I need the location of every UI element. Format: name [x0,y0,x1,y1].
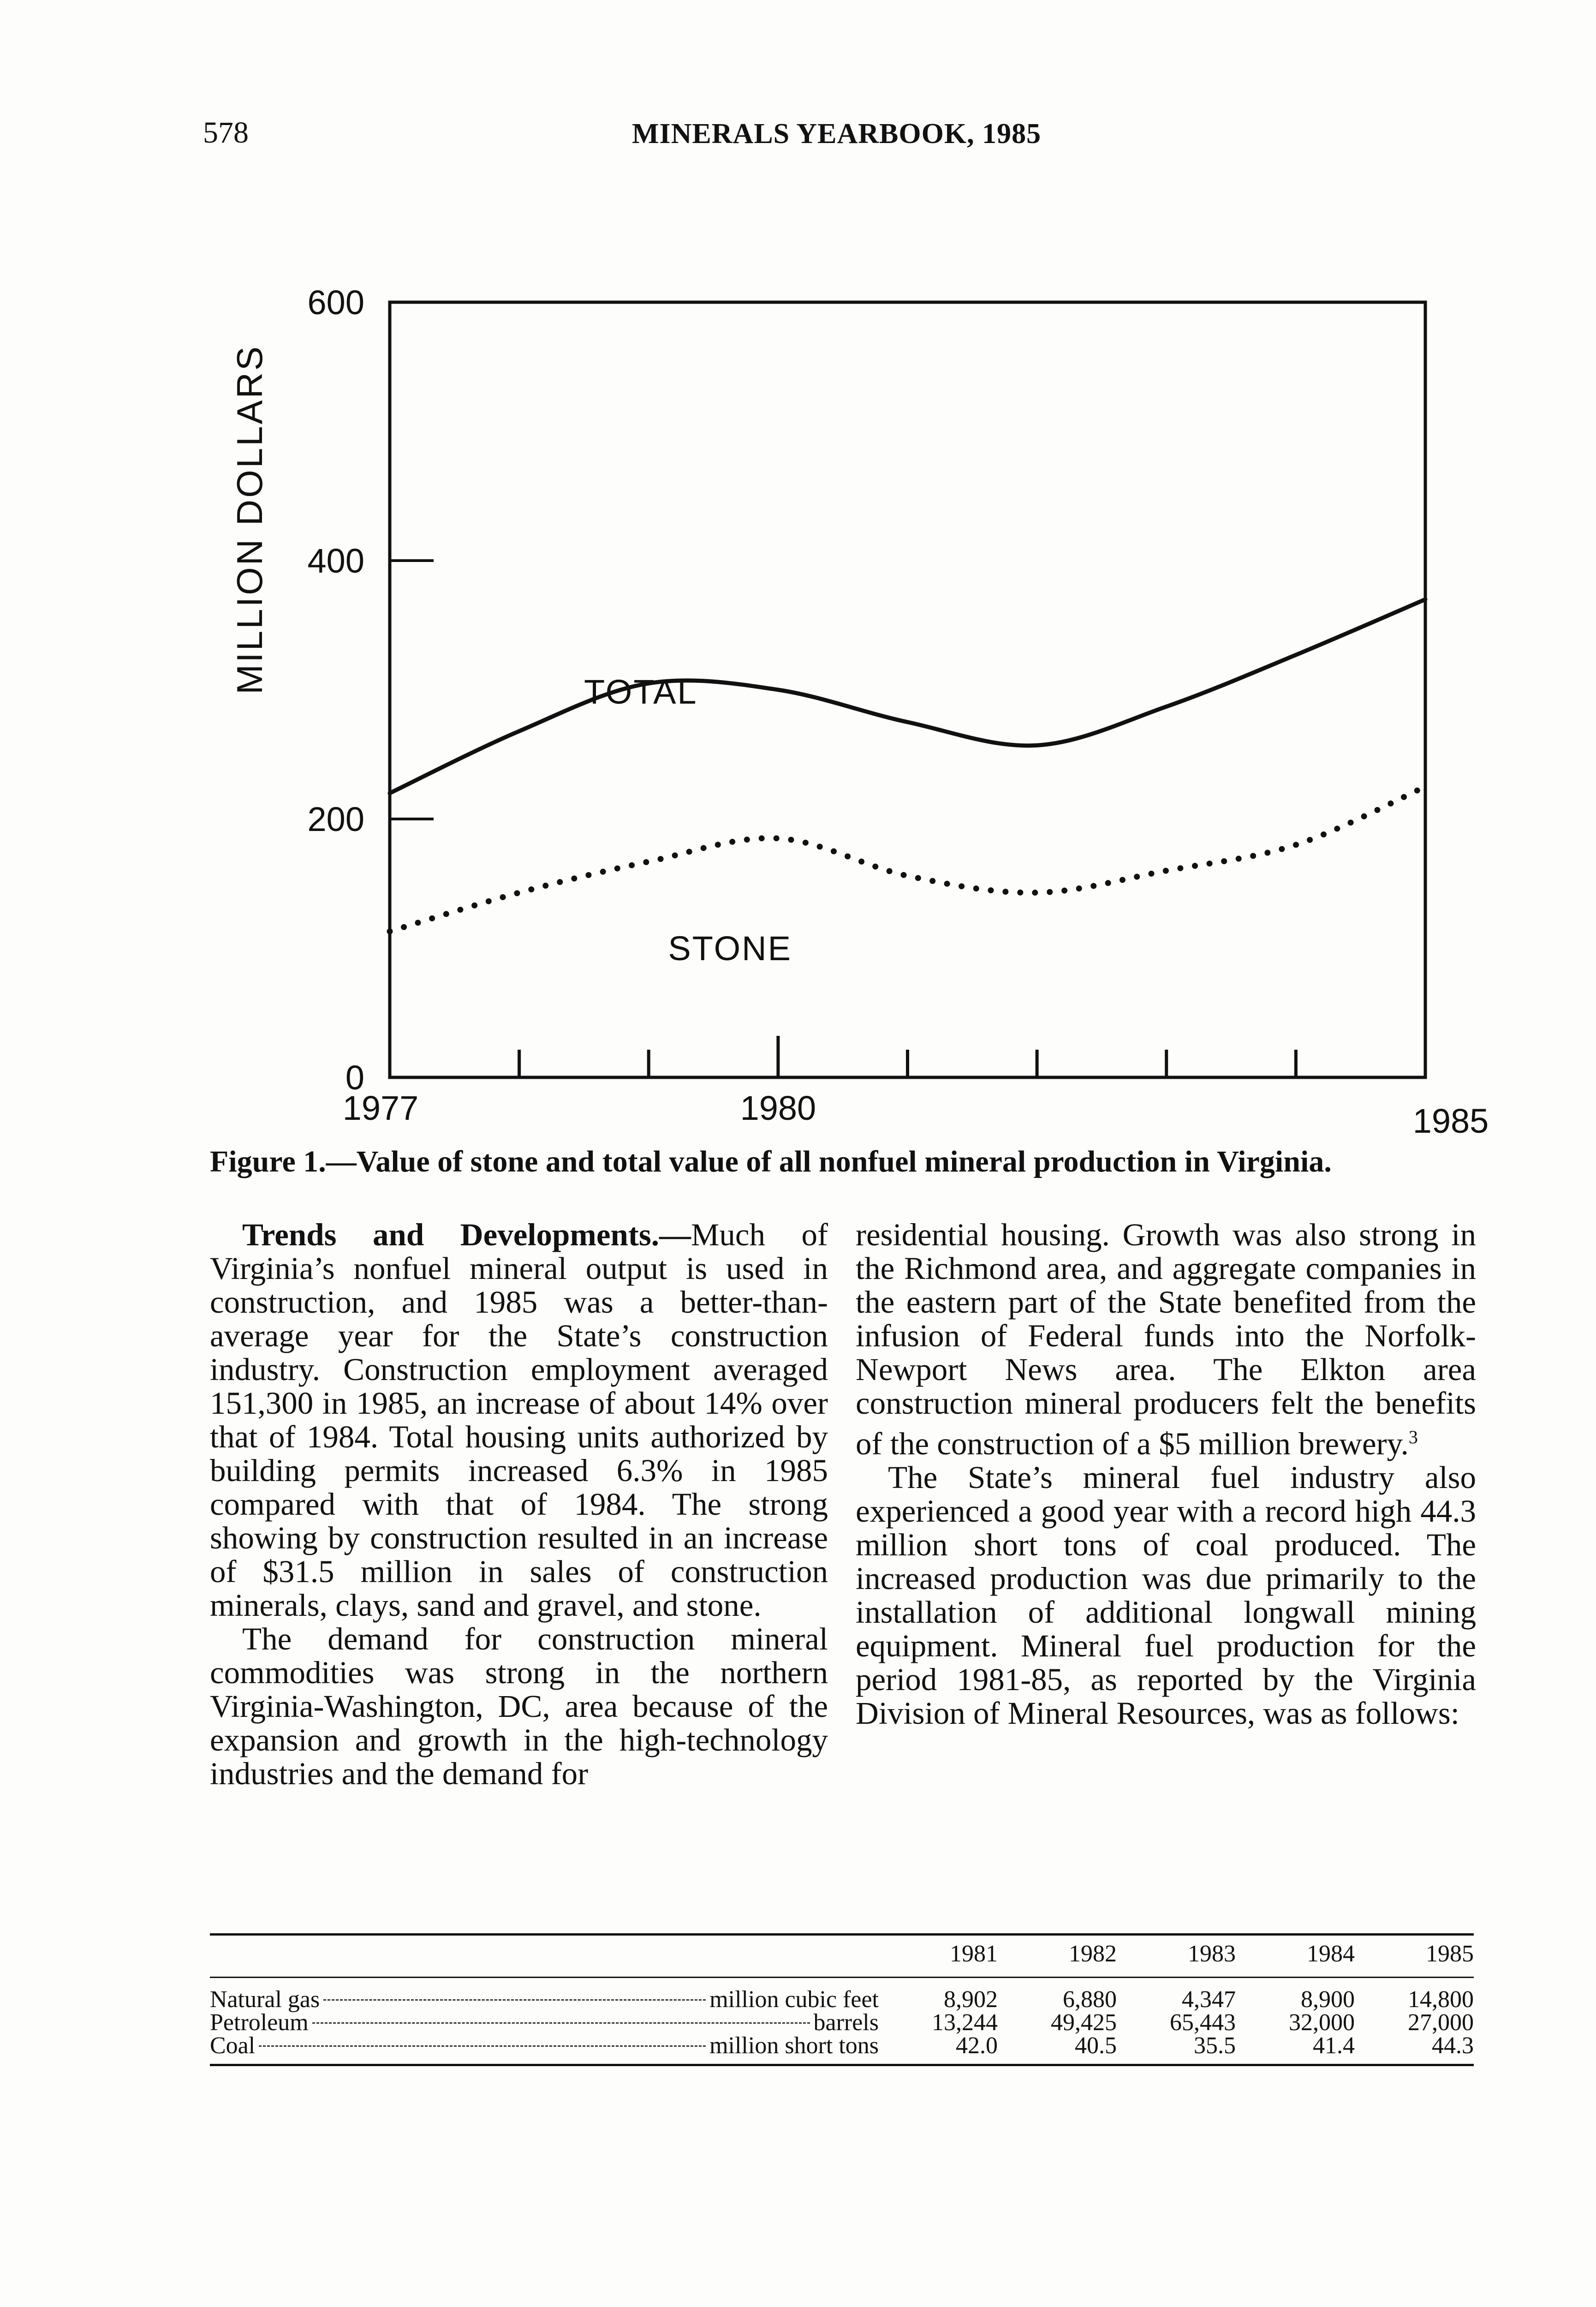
table-cell: 13,244 [932,2009,998,2036]
dot-leader [259,2045,706,2047]
x-tick-label: 1977 [342,1089,419,1127]
running-title: MINERALS YEARBOOK, 1985 [632,118,1042,149]
year-header: 1981 [879,1935,998,1978]
table-cell: 40.5 [998,2034,1117,2065]
x-tick-label: 1980 [740,1089,816,1127]
year-header: 1985 [1355,1935,1474,1978]
footnote-ref: 3 [1408,1427,1418,1447]
series-line-total [390,599,1425,793]
table-cell: 8,902 [944,1986,998,2013]
table-cell: 41.4 [1236,2034,1355,2065]
row-unit: million cubic feet [709,1986,879,2013]
table-header-empty [210,1935,879,1978]
paragraph: The State’s mineral fuel industry also experienced a good year with a record high 44.3 million short tons of coal produced. The increased production was due primarily to the installation of additional longwall mining equipment. Mineral fuel production for the period 1981-85, as reported by the Virginia Division of Mineral Resources, was as follows: [856,1460,1476,1731]
row-label: Petroleum [210,2009,309,2036]
fuel-production-table [210,1933,1474,2066]
figure-caption: Figure 1.—Value of stone and total value of all nonfuel mineral production in Virginia. [210,1145,1332,1178]
table-cell: 27,000 [1408,2009,1474,2036]
table-cell: 44.3 [1355,2034,1474,2065]
plot-frame [390,302,1425,1077]
row-label: Coal [210,2032,256,2059]
dot-leader [312,2022,810,2024]
text-column-left [210,1218,828,1791]
series-line-stone [390,787,1425,932]
year-header: 1984 [1236,1935,1355,1978]
table-cell: 42.0 [879,2034,998,2065]
paragraph [210,1218,828,1622]
series-label-total: TOTAL [584,673,698,711]
table-cell: 4,347 [1182,1986,1236,2013]
x-axis [343,1036,1489,1140]
y-tick-label: 400 [307,542,364,580]
dot-leader [323,1999,706,2001]
table-header-row [210,1935,1474,1978]
row-unit: million short tons [709,2032,879,2059]
table-cell: 8,900 [1301,1986,1355,2013]
year-header: 1982 [998,1935,1117,1978]
table-cell: 65,443 [1170,2009,1236,2036]
table-cell: 14,800 [1408,1986,1474,2013]
page-number: 578 [203,116,249,149]
table-cell: 35.5 [1117,2034,1236,2065]
year-header: 1983 [1117,1935,1236,1978]
paragraph-text: Much of Virginia’s nonfuel mineral output is used in construction, and 1985 was a better-than-average year for the State’s construction industry. Construction employment averaged 151,300 in 1985, an increase of about 14% over that of 1984. Total housing units authorized by building permits increased 6.3% in 1985 compared with that of 1984. The strong showing by construction resulted in an increase of $31.5 million in sales of construction minerals, clays, sand and gravel, and stone. [210,1217,828,1623]
table-row [210,2011,1474,2034]
table-row [210,1978,1474,2012]
paragraph: The demand for construction mineral commodities was strong in the northern Virginia-Washington, DC, area because of the expansion and growth in the high-technology industries and the demand for [210,1621,828,1791]
figure-chart [0,0,1596,1144]
series-label-stone: STONE [668,929,792,968]
y-tick-label: 200 [307,800,364,838]
y-axis-label: MILLION DOLLARS [229,345,270,694]
x-tick-label: 1985 [1412,1102,1489,1140]
series-group [390,599,1425,968]
table-cell: 49,425 [1051,2009,1117,2036]
y-axis [308,283,434,1097]
y-tick-label: 0 [345,1058,364,1097]
plot-border [390,302,1425,1077]
table-cell: 6,880 [1063,1986,1117,2013]
paragraph-text: residential housing. Growth was also strong in the Richmond area, and aggregate companies in the eastern part of the State benefited from the infusion of Federal funds into the Norfolk-Newport News area. The Elkton area construction mineral producers felt the benefits of the construction of a $5 million brewery. [856,1217,1476,1461]
row-unit: barrels [813,2009,879,2036]
section-runin-heading: Trends and Developments.— [242,1217,691,1252]
y-tick-label: 600 [307,283,364,322]
text-column-right [856,1218,1476,1730]
table-row [210,2034,1474,2065]
table-cell: 32,000 [1289,2009,1355,2036]
row-label: Natural gas [210,1986,320,2013]
paragraph [856,1218,1476,1461]
